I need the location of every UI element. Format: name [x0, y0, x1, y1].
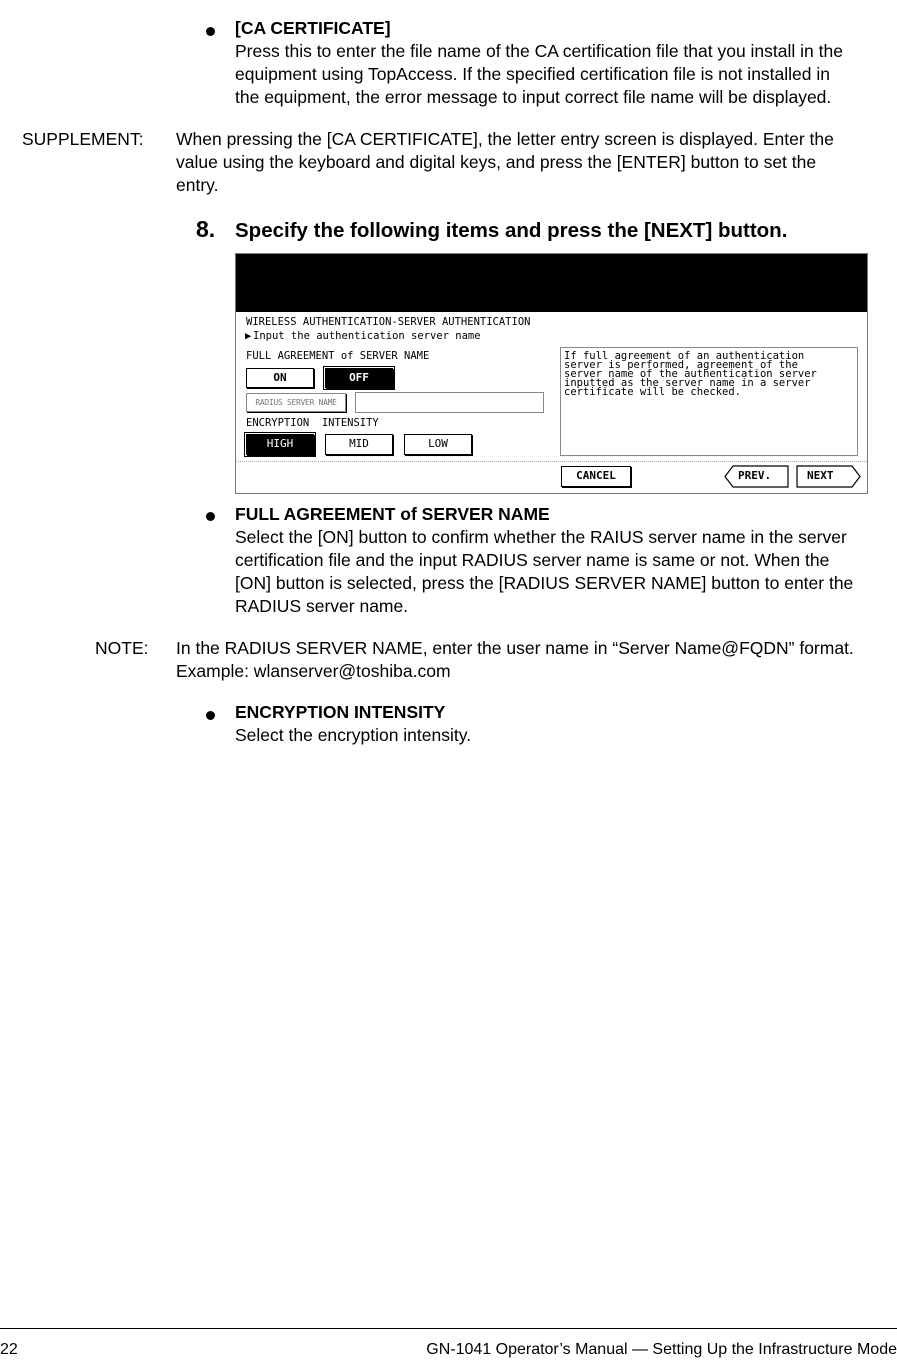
radius-server-name-field[interactable]	[355, 392, 544, 413]
full-agreement-heading: FULL AGREEMENT of SERVER NAME	[235, 504, 550, 524]
supplement-line-2: value using the keyboard and digital keys, and press the [ENTER] button to set the	[176, 152, 817, 172]
full-agreement-line-4: RADIUS server name.	[235, 596, 409, 616]
prev-button-label[interactable]: PREV.	[738, 469, 772, 482]
supplement-label: SUPPLEMENT:	[22, 129, 144, 149]
ca-certificate-line-3: the equipment, the error message to input correct file name will be displayed.	[235, 87, 832, 107]
step-instruction: Specify the following items and press the [NEXT] button.	[235, 219, 788, 242]
message-line-5: certificate will be checked.	[564, 386, 742, 398]
full-agreement-label: FULL AGREEMENT of SERVER NAME	[246, 350, 430, 362]
high-button[interactable]: HIGH	[246, 434, 314, 455]
footer-title: GN-1041 Operator’s Manual — Setting Up the Infrastructure Mode	[426, 1341, 897, 1358]
ca-certificate-line-2: equipment using TopAccess. If the specified certification file is not installed in	[235, 64, 830, 84]
radius-server-name-button[interactable]: RADIUS SERVER NAME	[246, 393, 346, 412]
screen-header-bar	[236, 254, 867, 312]
message-line-2: server is performed, agreement of the	[564, 359, 798, 371]
encryption-line-1: Select the encryption intensity.	[235, 725, 472, 745]
message-line-4: inputted as the server name in a server	[564, 377, 811, 389]
note-line-2: Example: wlanserver@toshiba.com	[176, 661, 451, 681]
encryption-heading: ENCRYPTION INTENSITY	[235, 702, 446, 722]
footer-rule	[0, 1328, 897, 1329]
bullet-ca-certificate	[206, 27, 215, 36]
bullet-encryption	[206, 711, 215, 720]
bullet-full-agreement	[206, 512, 215, 521]
device-screen	[235, 253, 868, 494]
message-box	[560, 347, 858, 456]
page-number: 22	[0, 1341, 18, 1358]
mid-button[interactable]: MID	[325, 434, 393, 455]
on-button[interactable]: ON	[246, 368, 314, 388]
supplement-line-1: When pressing the [CA CERTIFICATE], the letter entry screen is displayed. Enter the	[176, 129, 834, 149]
screen-instruction: Input the authentication server name	[253, 330, 481, 342]
ca-certificate-heading: [CA CERTIFICATE]	[235, 18, 391, 38]
message-line-3: server name of the authentication server	[564, 368, 817, 380]
off-button[interactable]: OFF	[325, 368, 393, 388]
supplement-line-3: entry.	[176, 175, 219, 195]
ca-certificate-line-1: Press this to enter the file name of the CA certification file that you install in the	[235, 41, 843, 61]
full-agreement-line-2: certification file and the input RADIUS server name is same or not. When the	[235, 550, 830, 570]
note-line-1: In the RADIUS SERVER NAME, enter the user name in “Server Name@FQDN” format.	[176, 638, 854, 658]
cancel-button[interactable]: CANCEL	[561, 466, 631, 487]
screen-instruction-arrow-icon: ▶	[245, 330, 252, 342]
encryption-intensity-label: ENCRYPTION INTENSITY	[246, 417, 379, 429]
full-agreement-line-1: Select the [ON] button to confirm whether the RAIUS server name in the server	[235, 527, 847, 547]
step-number: 8.	[196, 216, 216, 242]
note-label: NOTE:	[95, 638, 149, 658]
next-button-label[interactable]: NEXT	[807, 469, 834, 482]
low-button[interactable]: LOW	[404, 434, 472, 455]
screen-title: WIRELESS AUTHENTICATION-SERVER AUTHENTICATION	[246, 316, 531, 328]
message-line-1: If full agreement of an authentication	[564, 350, 805, 362]
screen-divider	[236, 461, 867, 462]
full-agreement-line-3: [ON] button is selected, press the [RADIUS SERVER NAME] button to enter the	[235, 573, 854, 593]
